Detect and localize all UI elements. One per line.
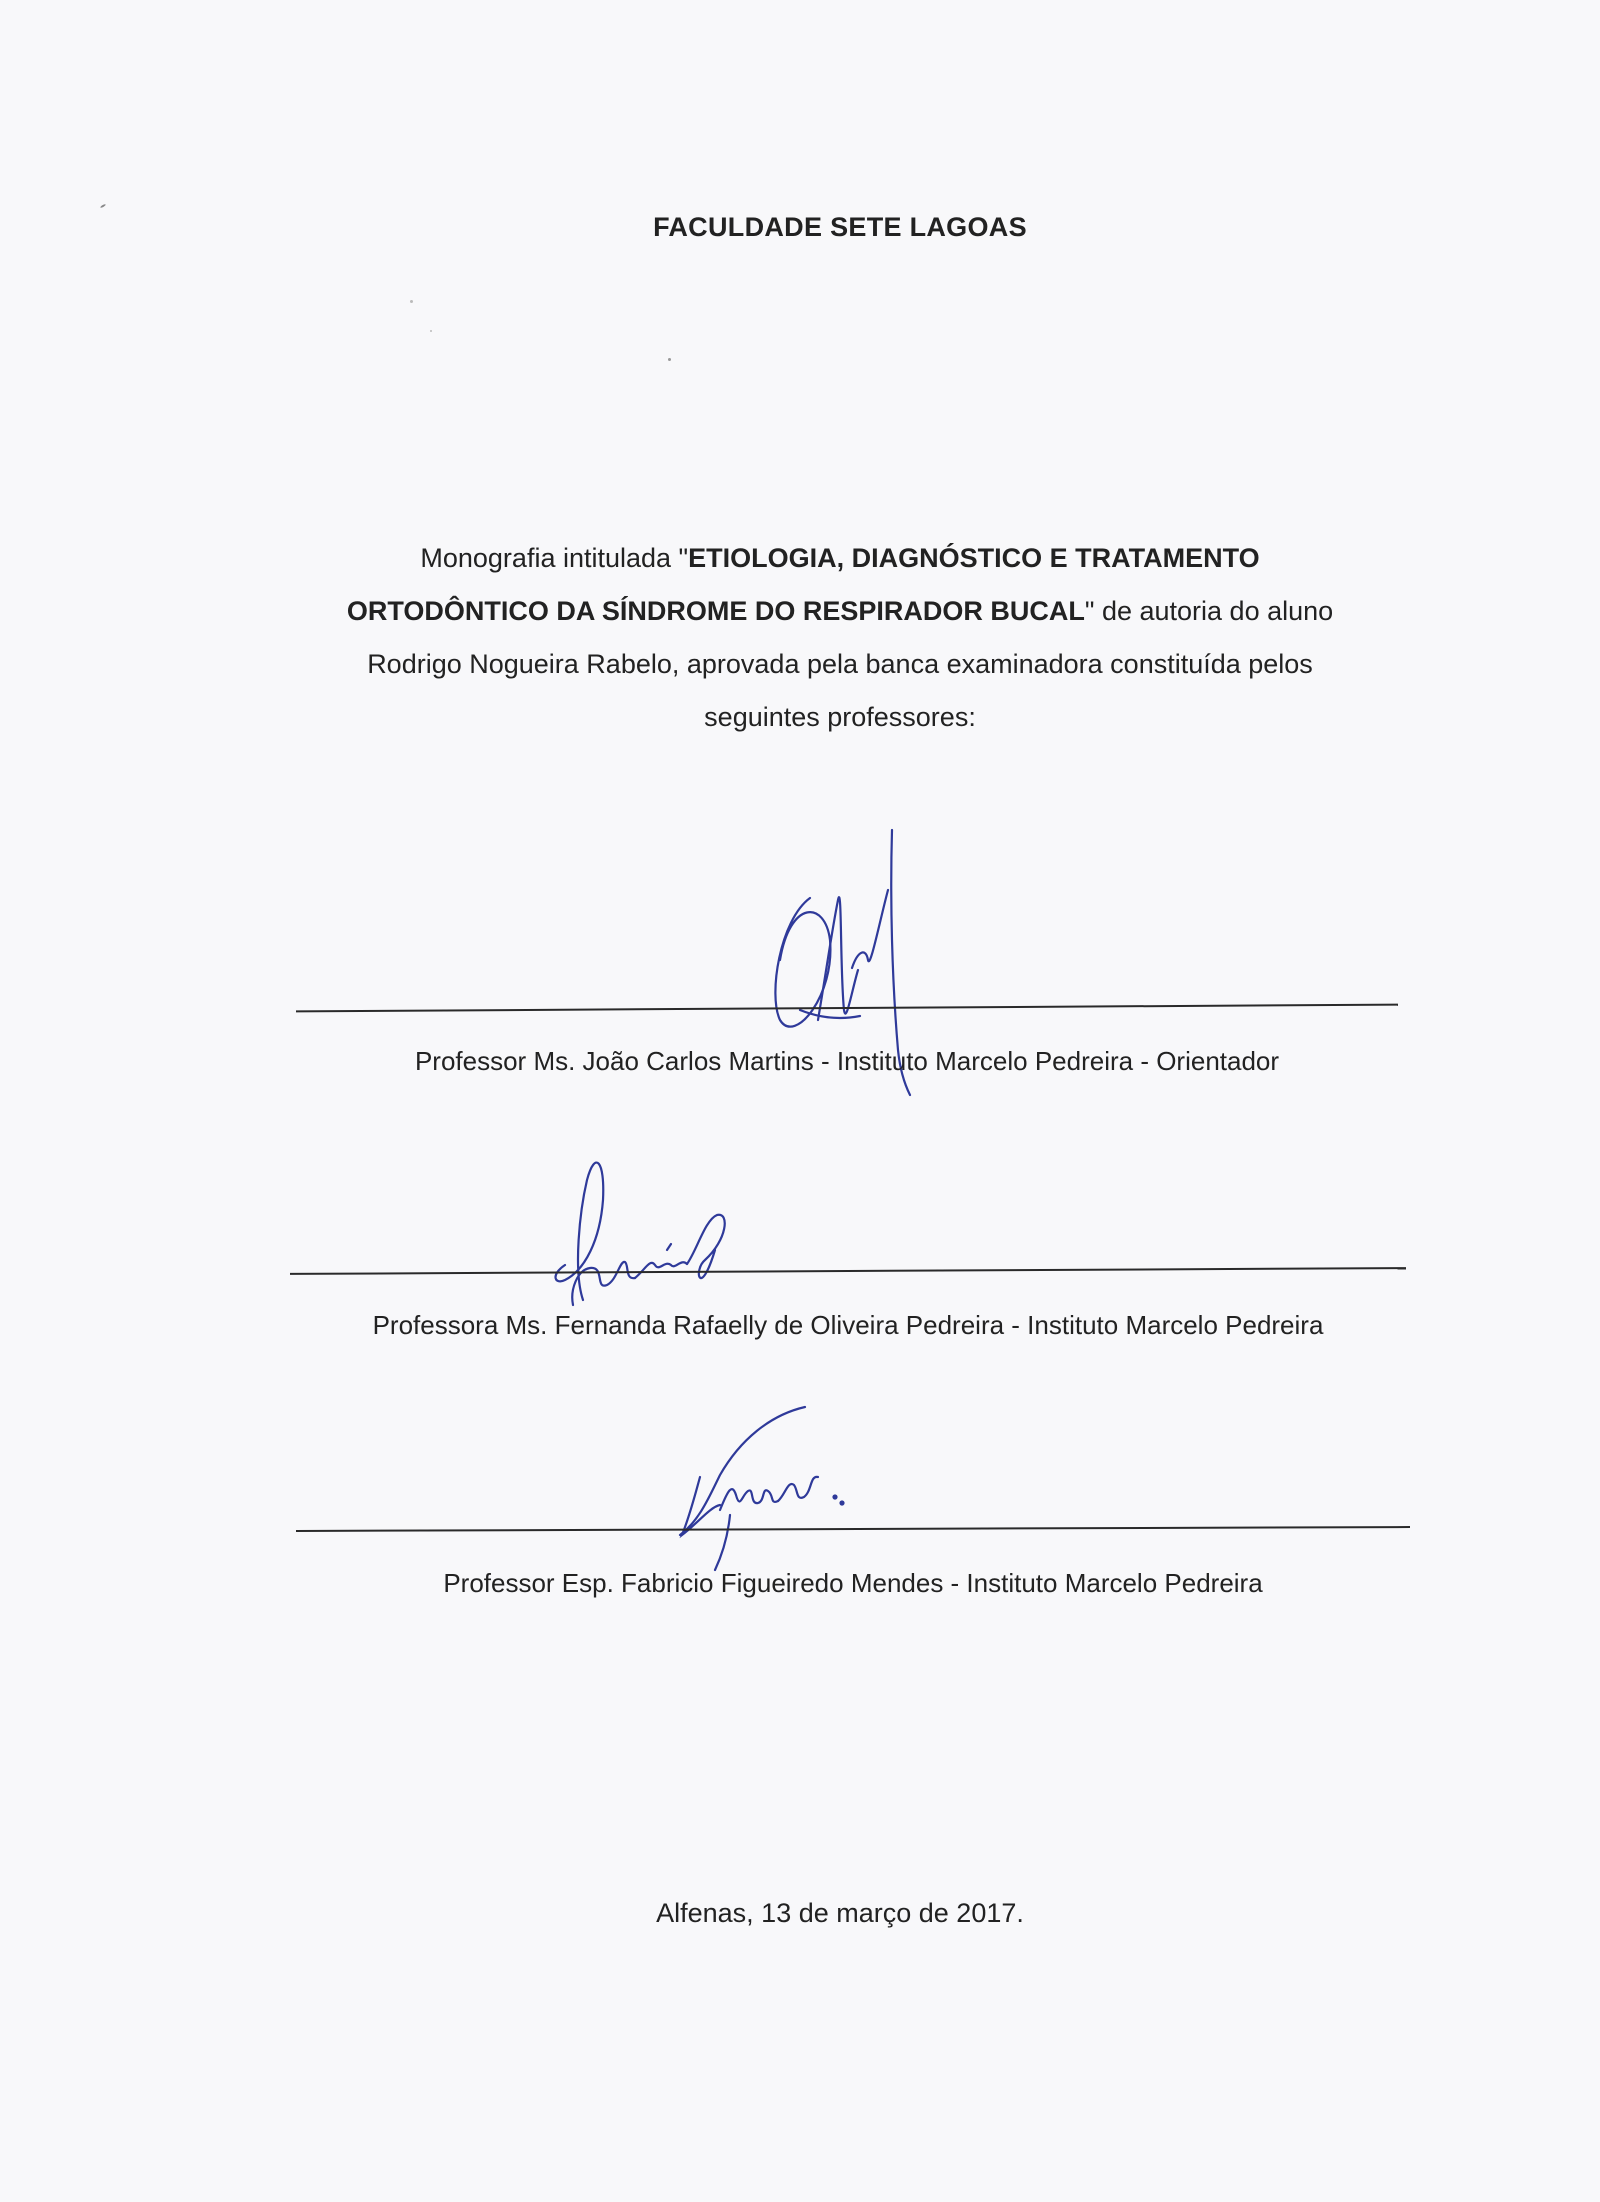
approval-line4: seguintes professores:: [704, 702, 976, 732]
signatory-caption-3: Professor Esp. Fabricio Figueiredo Mendes - Instituto Marcelo Pedreira: [443, 1568, 1263, 1598]
signatory-caption-1: Professor Ms. João Carlos Martins - Instituto Marcelo Pedreira - Orientador: [414, 1046, 1280, 1076]
monograph-title-line2: ORTODÔNTICO DA SÍNDROME DO RESPIRADOR BUCAL: [346, 596, 1085, 626]
scan-speck: [668, 358, 671, 361]
scan-speck: [410, 300, 413, 303]
signature-line-2: [290, 1267, 1406, 1275]
place-and-date: Alfenas, 13 de março de 2017.: [656, 1898, 1024, 1928]
signature-ink: [680, 1407, 844, 1570]
approval-line3: Rodrigo Nogueira Rabelo, aprovada pela banca examinadora constituída pelos: [367, 649, 1313, 679]
signature-ink: [556, 1163, 725, 1305]
scan-speck: [100, 204, 106, 209]
institution-heading: FACULDADE SETE LAGOAS: [653, 212, 1027, 242]
signatory-caption-2: Professora Ms. Fernanda Rafaelly de Oliveira Pedreira - Instituto Marcelo Pedreira: [372, 1310, 1324, 1340]
scan-speck: [430, 330, 432, 332]
approval-intro: Monografia intitulada ": [420, 543, 689, 573]
signature-3: [670, 1395, 880, 1585]
monograph-title-line1: ETIOLOGIA, DIAGNÓSTICO E TRATAMENTO: [688, 543, 1260, 573]
approval-statement: [290, 532, 1390, 744]
approval-after-title: " de autoria do aluno: [1084, 596, 1334, 626]
